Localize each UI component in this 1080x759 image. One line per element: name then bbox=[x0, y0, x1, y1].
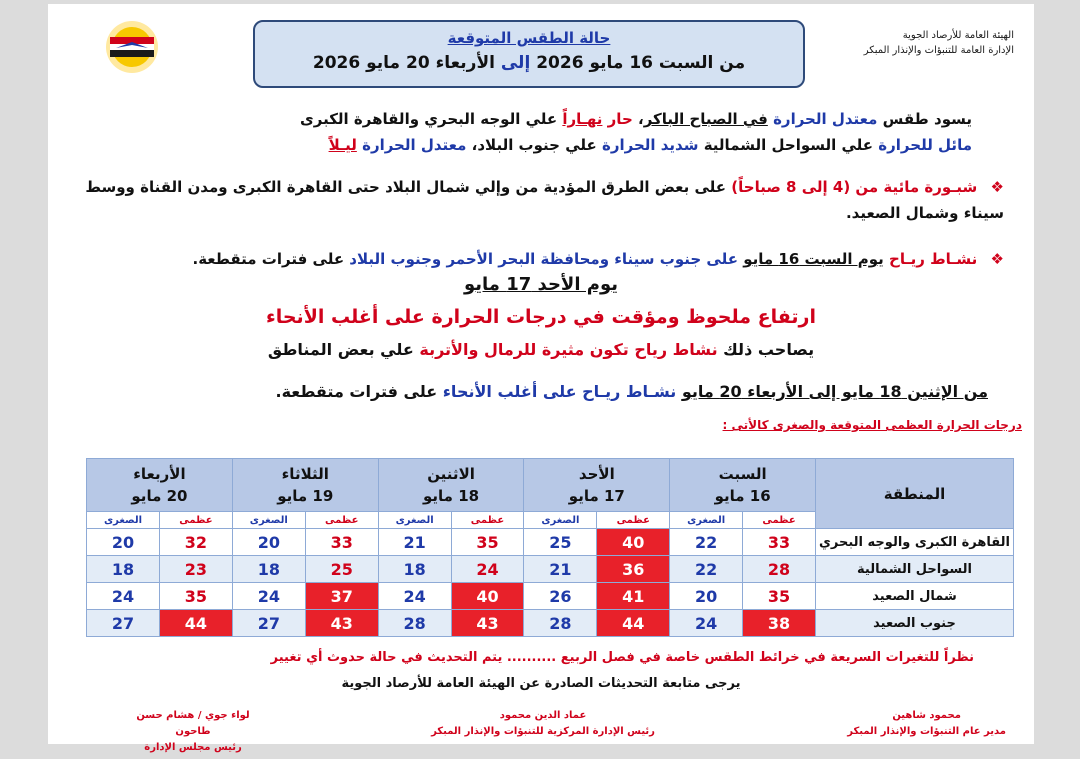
min-temp-cell: 24 bbox=[378, 583, 451, 610]
max-temp-cell: 40 bbox=[451, 583, 524, 610]
day-header bbox=[378, 459, 524, 512]
min-temp-cell: 21 bbox=[524, 556, 597, 583]
update-note: نظراً للتغيرات السريعة في خرائط الطقس خاصة في فصل الربيع .......... يتم التحديث في حالة حدوث أي تغيير bbox=[270, 650, 974, 665]
max-temp-cell: 40 bbox=[597, 529, 670, 556]
table-row bbox=[87, 529, 1014, 556]
day-header bbox=[87, 459, 233, 512]
min-temp-cell: 26 bbox=[524, 583, 597, 610]
day-date: 16 مايو bbox=[714, 487, 771, 505]
max-temp-cell: 25 bbox=[305, 556, 378, 583]
min-temp-cell: 27 bbox=[87, 610, 160, 637]
max-label: عظمى bbox=[597, 512, 670, 529]
agency-line-2: الإدارة العامة للتنبؤات والإنذار المبكر bbox=[863, 45, 1014, 56]
forecast-bulletin bbox=[48, 4, 1034, 753]
day-date: 19 مايو bbox=[277, 487, 334, 505]
max-temp-cell: 37 bbox=[305, 583, 378, 610]
min-temp-cell: 24 bbox=[87, 583, 160, 610]
sand-wind-warning: يصاحب ذلك نشاط رياح تكون مثيرة للرمال والأتربة علي بعض المناطق bbox=[267, 340, 815, 359]
bulletin-period: من السبت 16 مايو 2026 إلى الأربعاء 20 مايو 2026 bbox=[312, 53, 746, 73]
day-name: السبت bbox=[718, 465, 767, 483]
max-label: عظمى bbox=[451, 512, 524, 529]
max-temp-cell: 36 bbox=[597, 556, 670, 583]
day-header bbox=[232, 459, 378, 512]
min-temp-cell: 20 bbox=[670, 583, 743, 610]
signature-chairman: لواء جوي / هشام حسن طاحون رئيس مجلس الإدارة bbox=[136, 710, 250, 753]
max-temp-cell: 43 bbox=[451, 610, 524, 637]
min-temp-cell: 18 bbox=[378, 556, 451, 583]
table-row bbox=[87, 556, 1014, 583]
fog-warning: ❖ شبـورة مائية من (4 إلى 8 صباحاً) على بعض الطرق المؤدية من وإلي شمال البلاد حتى القاهرة الكبرى ومدن القناة ووسط سيناء وشمال الصعيد. bbox=[85, 178, 1004, 222]
table-row bbox=[87, 610, 1014, 637]
max-temp-cell: 44 bbox=[597, 610, 670, 637]
zone-name: القاهرة الكبرى والوجه البحري bbox=[816, 529, 1014, 556]
zone-name: شمال الصعيد bbox=[816, 583, 1014, 610]
max-temp-cell: 32 bbox=[159, 529, 232, 556]
min-temp-cell: 28 bbox=[524, 610, 597, 637]
zone-column-header: المنطقة bbox=[816, 459, 1014, 529]
temperature-rise-warning: ارتفاع ملحوظ ومؤقت في درجات الحرارة على أغلب الأنحاء bbox=[266, 306, 816, 328]
max-label: عظمى bbox=[159, 512, 232, 529]
title-box bbox=[253, 20, 805, 88]
min-temp-cell: 22 bbox=[670, 529, 743, 556]
max-temp-cell: 33 bbox=[743, 529, 816, 556]
max-label: عظمى bbox=[305, 512, 378, 529]
min-temp-cell: 18 bbox=[232, 556, 305, 583]
general-forecast-paragraph: يسود طقس معتدل الحرارة في الصباح الباكر، حار نهـاراً علي الوجه البحري والقاهرة الكبرى مائل للحرارة علي السواحل الشمالية شديد الحرارة علي جنوب البلاد، معتدل الحرارة ليـلاً bbox=[300, 110, 972, 154]
table-row bbox=[87, 583, 1014, 610]
max-temp-cell: 35 bbox=[743, 583, 816, 610]
max-temp-cell: 44 bbox=[159, 610, 232, 637]
monday-wednesday-forecast: من الإثنين 18 مايو إلى الأربعاء 20 مايو نشـاط ريـاح على أغلب الأنحاء على فترات متقطعة. bbox=[275, 382, 988, 401]
min-temp-cell: 20 bbox=[232, 529, 305, 556]
bullet-icon: ❖ bbox=[990, 250, 1004, 268]
bulletin-title: حالة الطقس المتوقعة bbox=[447, 29, 611, 47]
min-label: الصغرى bbox=[87, 512, 160, 529]
min-label: الصغرى bbox=[524, 512, 597, 529]
temperature-table-caption: درجات الحرارة العظمى المتوقعة والصغرى كالأتى : bbox=[722, 418, 1022, 432]
max-temp-cell: 23 bbox=[159, 556, 232, 583]
min-label: الصغرى bbox=[378, 512, 451, 529]
max-temp-cell: 43 bbox=[305, 610, 378, 637]
min-temp-cell: 18 bbox=[87, 556, 160, 583]
min-temp-cell: 22 bbox=[670, 556, 743, 583]
min-temp-cell: 24 bbox=[670, 610, 743, 637]
agency-line-1: الهيئة العامة للأرصاد الجوية bbox=[902, 30, 1014, 41]
agency-name bbox=[864, 28, 1014, 58]
meteorological-authority-logo bbox=[92, 20, 172, 74]
max-temp-cell: 24 bbox=[451, 556, 524, 583]
day-name: الأحد bbox=[578, 465, 615, 483]
day-date: 17 مايو bbox=[568, 487, 625, 505]
min-temp-cell: 28 bbox=[378, 610, 451, 637]
follow-updates-note: يرجى متابعة التحديثات الصادرة عن الهيئة العامة للأرصاد الجوية bbox=[341, 676, 741, 691]
day-header bbox=[670, 459, 816, 512]
zone-name: جنوب الصعيد bbox=[816, 610, 1014, 637]
min-temp-cell: 24 bbox=[232, 583, 305, 610]
signature-central-director: عماد الدين محمود رئيس الإدارة المركزية للتنبؤات والإنذار المبكر bbox=[431, 710, 655, 737]
wind-warning-saturday: ❖ نشـاط ريـاح يوم السبت 16 مايو على جنوب سيناء ومحافظة البحر الأحمر وجنوب البلاد على فترات متقطعة. bbox=[192, 250, 1004, 268]
min-label: الصغرى bbox=[670, 512, 743, 529]
max-temp-cell: 38 bbox=[743, 610, 816, 637]
day-date: 18 مايو bbox=[423, 487, 480, 505]
min-temp-cell: 27 bbox=[232, 610, 305, 637]
day-header bbox=[524, 459, 670, 512]
max-temp-cell: 28 bbox=[743, 556, 816, 583]
bullet-icon: ❖ bbox=[990, 178, 1004, 196]
max-temp-cell: 41 bbox=[597, 583, 670, 610]
signature-forecast-director: محمود شاهين مدير عام التنبؤات والإنذار المبكر bbox=[847, 710, 1006, 737]
min-temp-cell: 20 bbox=[87, 529, 160, 556]
table-header-row bbox=[87, 459, 1014, 512]
max-temp-cell: 33 bbox=[305, 529, 378, 556]
temperature-table bbox=[86, 458, 1014, 637]
zone-name: السواحل الشمالية bbox=[816, 556, 1014, 583]
day-name: الأربعاء bbox=[133, 465, 186, 483]
min-temp-cell: 21 bbox=[378, 529, 451, 556]
min-label: الصغرى bbox=[232, 512, 305, 529]
max-temp-cell: 35 bbox=[159, 583, 232, 610]
sunday-heading: يوم الأحد 17 مايو bbox=[464, 274, 618, 295]
day-date: 20 مايو bbox=[131, 487, 188, 505]
max-label: عظمى bbox=[743, 512, 816, 529]
day-name: الثلاثاء bbox=[281, 465, 329, 483]
max-temp-cell: 35 bbox=[451, 529, 524, 556]
day-name: الاثنين bbox=[427, 465, 475, 483]
min-temp-cell: 25 bbox=[524, 529, 597, 556]
